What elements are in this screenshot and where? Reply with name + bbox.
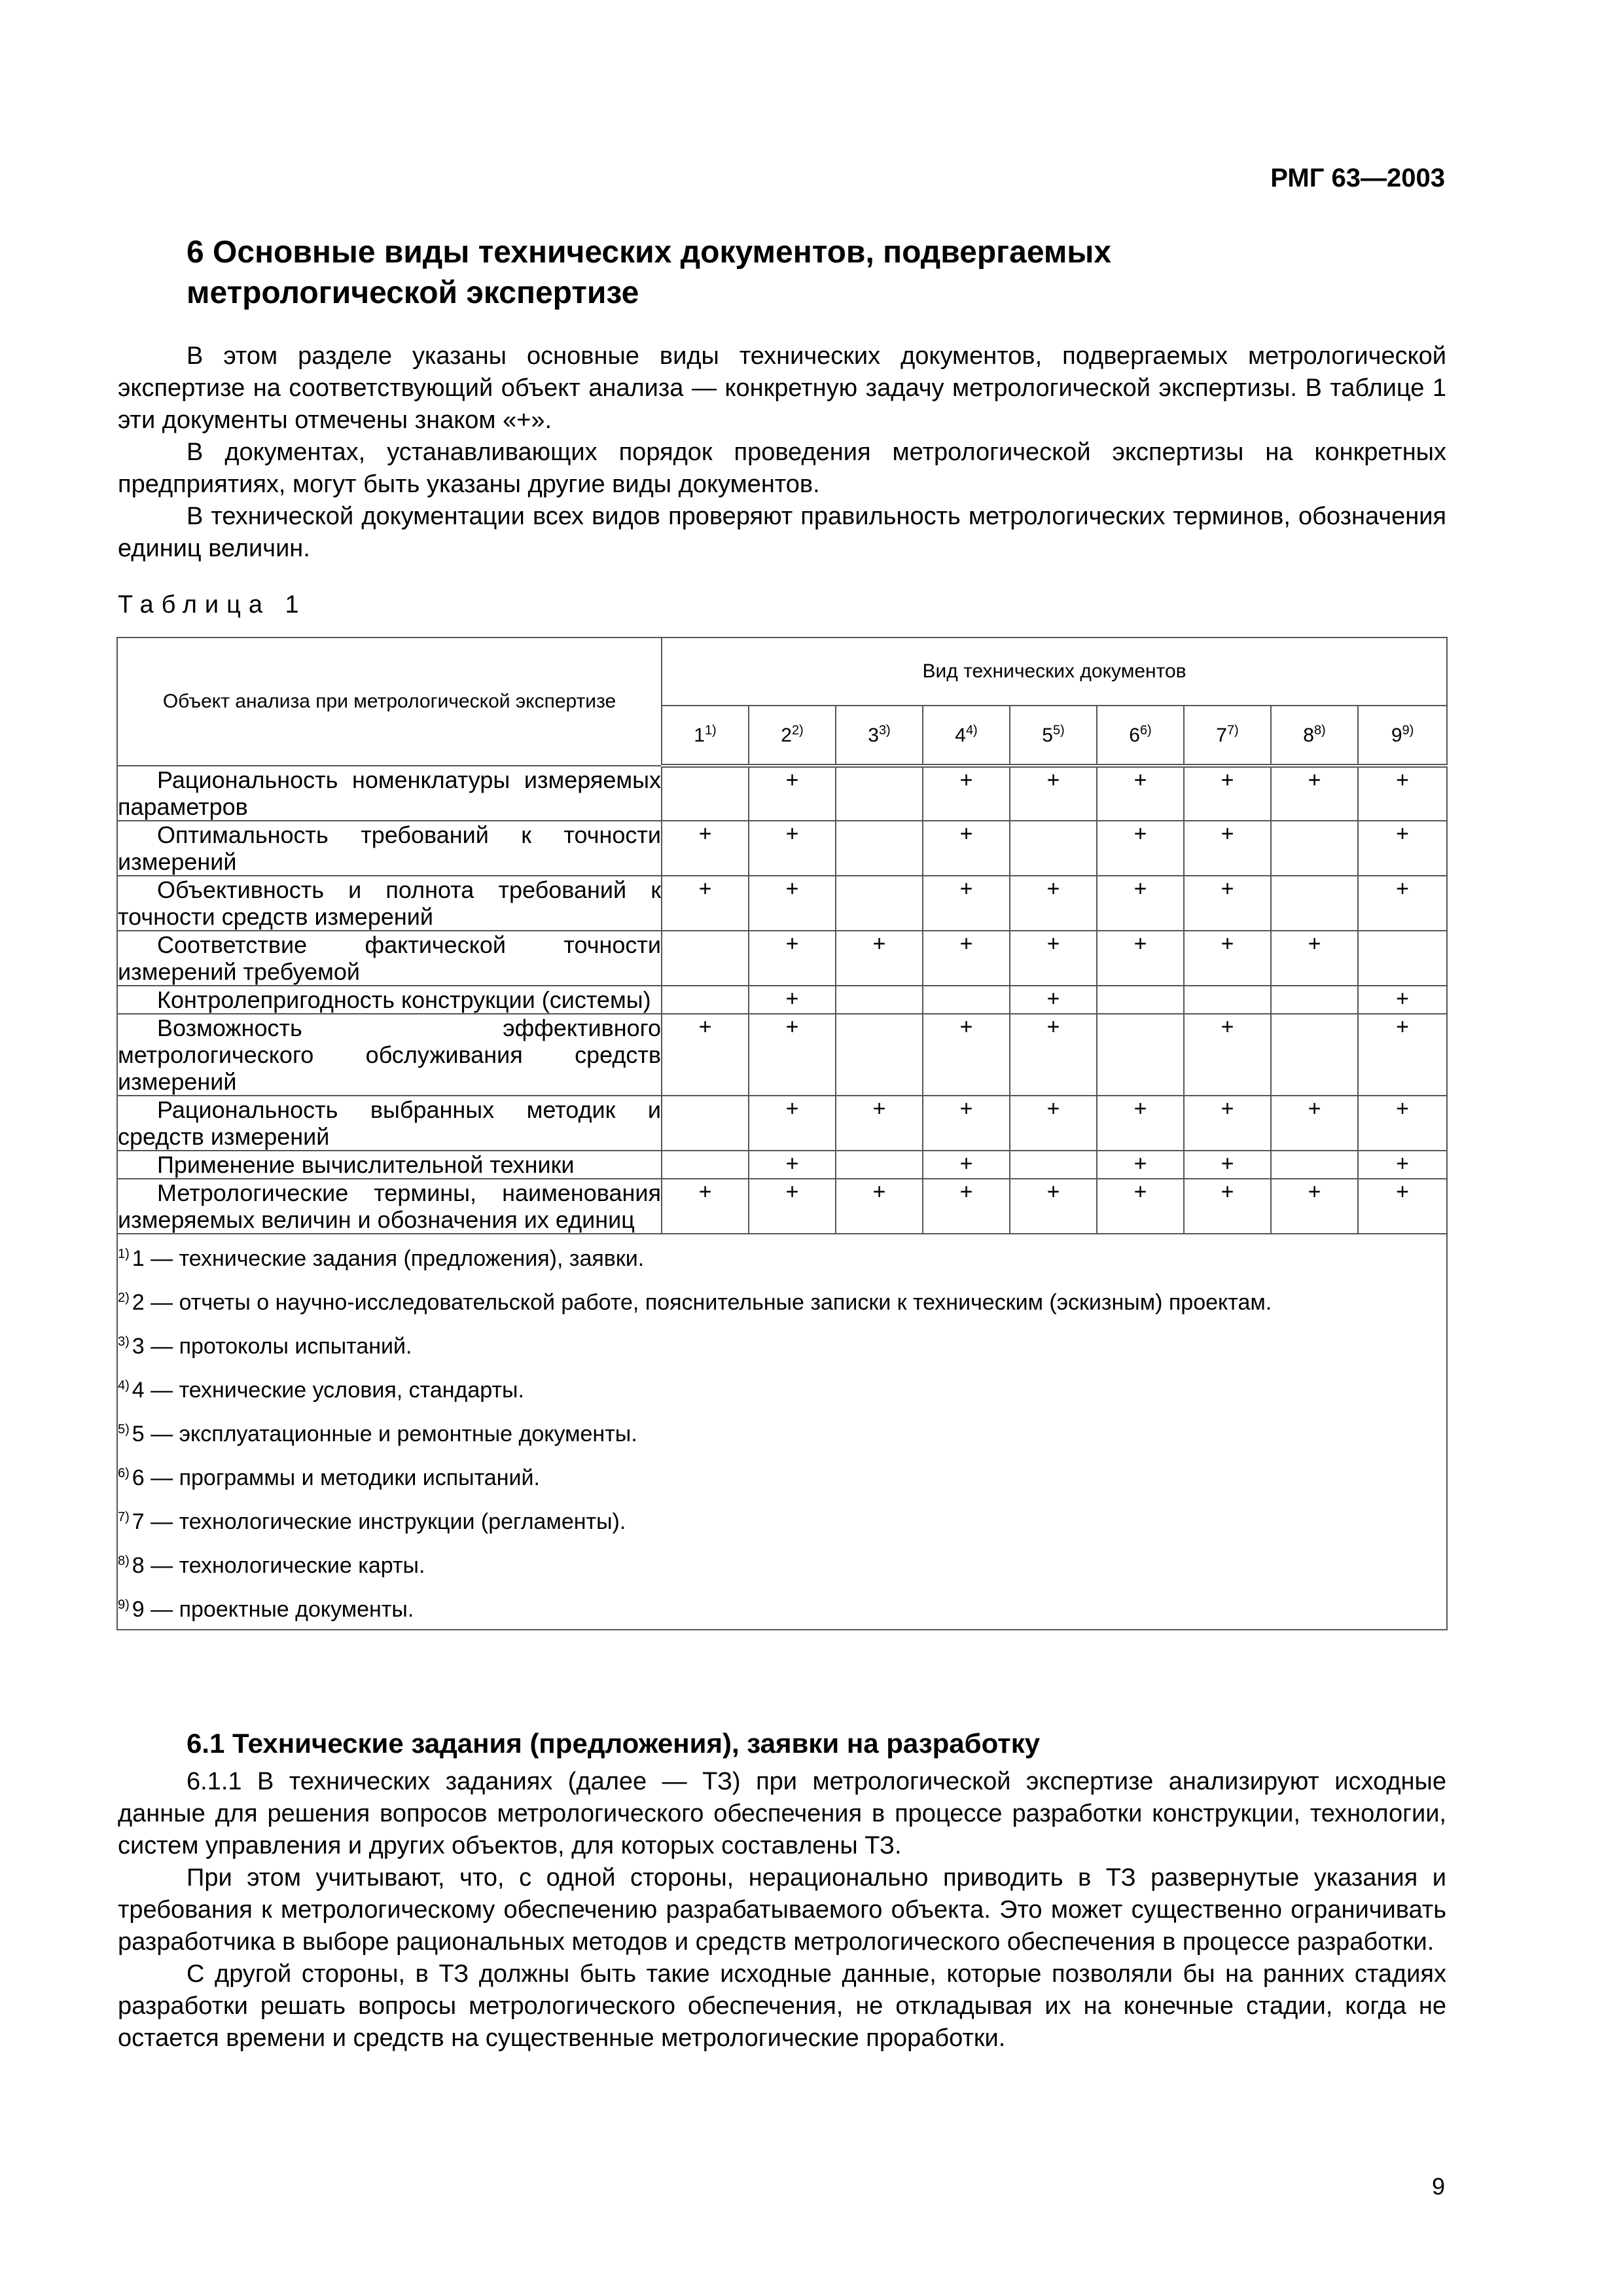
footnote [118,1541,1446,1585]
object-cell [117,1151,662,1179]
footnote-mark: 2) [118,1291,130,1305]
mark-cell: + [923,766,1010,821]
footnote [118,1454,1446,1498]
object-cell [117,766,662,821]
object-cell [117,1014,662,1096]
footnote-text: 4 — технические условия, стандарты. [132,1378,524,1403]
column-header-6 [1097,706,1184,766]
column-header-5 [1010,706,1097,766]
column-footnote-ref: 4) [965,723,978,738]
footnote-text: 2 — отчеты о научно-исследовательской работе, пояснительные записки к техническим (эскизным) проектам. [132,1290,1272,1315]
footnote [118,1366,1446,1410]
footnotes-cell [117,1234,1447,1630]
table-row [117,1179,1447,1234]
column-number: 2 [781,725,792,747]
footnote-text: 6 — программы и методики испытаний. [132,1465,540,1490]
table-row [117,931,1447,986]
mark-cell: + [749,931,836,986]
mark-cell: + [1010,1179,1097,1234]
footnote [118,1234,1446,1278]
table-body [117,766,1447,1630]
mark-cell [1271,986,1358,1014]
footnote [118,1278,1446,1322]
mark-cell: + [1358,1179,1447,1234]
column-footnote-ref: 1) [704,723,717,738]
table-row [117,1014,1447,1096]
mark-cell: + [923,931,1010,986]
mark-cell: + [1097,1179,1184,1234]
mark-cell: + [1358,821,1447,876]
mark-cell [662,766,749,821]
column-number: 4 [955,725,966,747]
column-number: 7 [1216,725,1227,747]
column-footnote-ref: 5) [1052,723,1065,738]
mark-cell [662,931,749,986]
object-text: Применение вычислительной техники [157,1151,575,1178]
mark-cell: + [662,1014,749,1096]
table-caption: Таблица 1 [118,591,307,619]
column-footnote-ref: 8) [1313,723,1326,738]
footnote-text: 1 — технические задания (предложения), заявки. [132,1246,645,1271]
object-cell [117,986,662,1014]
mark-cell [836,876,923,931]
subsection-paragraph-1: 6.1.1 В технических заданиях (далее — ТЗ) при метрологической экспертизе анализируют исходные данные для решения вопросов метрологического обеспечения в процессе разработки конструкции, технологии, систем управления и других объектов, для которых составлены ТЗ. [118,1768,1446,1859]
footnote [118,1410,1446,1454]
mark-cell: + [662,876,749,931]
object-cell [117,931,662,986]
object-text: Объективность и полнота требований к точности средств измерений [118,876,661,930]
mark-cell: + [1010,1014,1097,1096]
column-header-8 [1271,706,1358,766]
footnote-text: 8 — технологические карты. [132,1553,425,1578]
object-text: Рациональность выбранных методик и средств измерений [118,1096,661,1150]
document-types-table [116,637,1448,1630]
column-number: 5 [1042,725,1053,747]
mark-cell: + [836,931,923,986]
footnote-text: 7 — технологические инструкции (регламенты). [132,1509,626,1534]
footnote-mark: 8) [118,1554,130,1568]
page-number: 9 [1431,2173,1445,2200]
intro-paragraph-3: В технической документации всех видов проверяют правильность метрологических терминов, обозначения единиц величин. [118,503,1446,562]
mark-cell: + [1097,766,1184,821]
mark-cell [836,1014,923,1096]
mark-cell: + [1184,876,1271,931]
footnote-mark: 4) [118,1378,130,1393]
mark-cell [662,1151,749,1179]
column-number: 8 [1303,725,1314,747]
object-text: Соответствие фактической точности измерений требуемой [118,931,661,985]
column-footnote-ref: 3) [878,723,891,738]
object-cell [117,1179,662,1234]
table-row [117,876,1447,931]
intro-paragraph-1: В этом разделе указаны основные виды технических документов, подвергаемых метрологической экспертизе на соответствующий объект анализа — конкретную задачу метрологической экспертизы. В таблице 1 эти документы отмечены знаком «+». [118,342,1446,434]
column-footnote-ref: 7) [1226,723,1239,738]
mark-cell: + [749,1096,836,1151]
mark-cell: + [749,1179,836,1234]
mark-cell: + [1010,986,1097,1014]
mark-cell: + [1358,1096,1447,1151]
intro-text [118,340,1446,565]
table-row [117,821,1447,876]
footnote-mark: 3) [118,1335,130,1349]
column-footnote-ref: 2) [791,723,804,738]
subsection-paragraph-2: При этом учитывают, что, с одной стороны, нерационально приводить в ТЗ развернутые указания и требования к метрологическому обеспечению разрабатываемого объекта. Это может существенно ограничивать разработчика в выборе рациональных методов и средств метрологического обеспечения в процессе разработки. [118,1864,1446,1956]
mark-cell: + [1358,1014,1447,1096]
column-footnote-ref: 9) [1402,723,1414,738]
column-number: 1 [694,725,705,747]
mark-cell: + [662,1179,749,1234]
mark-cell: + [749,986,836,1014]
document-code: РМГ 63—2003 [1270,164,1445,192]
table-row [117,766,1447,821]
mark-cell [1097,986,1184,1014]
object-text: Метрологические термины, наименования измеряемых величин и обозначения их единиц [118,1179,661,1233]
footnote-text: 9 — проектные документы. [132,1597,414,1622]
mark-cell: + [1184,1151,1271,1179]
object-cell [117,1096,662,1151]
mark-cell: + [1010,931,1097,986]
table-row [117,986,1447,1014]
footnotes-row [117,1234,1447,1630]
mark-cell: + [1184,1014,1271,1096]
mark-cell: + [1358,766,1447,821]
mark-cell: + [836,1096,923,1151]
footnote-mark: 1) [118,1247,130,1261]
mark-cell [1271,821,1358,876]
mark-cell: + [1271,766,1358,821]
mark-cell: + [749,1014,836,1096]
object-cell [117,876,662,931]
mark-cell: + [1097,821,1184,876]
mark-cell: + [749,821,836,876]
footnote-mark: 7) [118,1510,130,1524]
mark-cell: + [923,1151,1010,1179]
mark-cell: + [1184,821,1271,876]
mark-cell: + [749,766,836,821]
mark-cell: + [1097,931,1184,986]
mark-cell: + [923,876,1010,931]
mark-cell: + [923,821,1010,876]
section-title: 6 Основные виды технических документов, подвергаемых метрологической экспертизе [187,235,1112,310]
mark-cell: + [1358,876,1447,931]
intro-paragraph-2: В документах, устанавливающих порядок проведения метрологической экспертизы на конкретных предприятиях, могут быть указаны другие виды документов. [118,439,1446,498]
subsection-text [118,1766,1446,2054]
footnote [118,1498,1446,1541]
mark-cell: + [1358,1151,1447,1179]
column-number: 6 [1129,725,1140,747]
mark-cell: + [1271,1096,1358,1151]
subsection-title: 6.1 Технические задания (предложения), заявки на разработку [187,1728,1041,1759]
column-number: 3 [868,725,879,747]
mark-cell: + [1184,931,1271,986]
mark-cell: + [1271,1179,1358,1234]
footnote [118,1322,1446,1366]
object-text: Контролепригодность конструкции (системы) [157,986,651,1013]
mark-cell [662,986,749,1014]
footnote-mark: 9) [118,1598,130,1612]
mark-cell [1271,1151,1358,1179]
mark-cell [662,1096,749,1151]
table-row [117,1151,1447,1179]
mark-cell: + [1097,1151,1184,1179]
mark-cell: + [749,876,836,931]
column-header-4 [923,706,1010,766]
object-text: Рациональность номенклатуры измеряемых параметров [118,766,661,820]
mark-cell: + [1097,1096,1184,1151]
column-header-7 [1184,706,1271,766]
object-text: Оптимальность требований к точности измерений [118,821,661,875]
object-cell [117,821,662,876]
mark-cell [836,1151,923,1179]
mark-cell: + [923,1014,1010,1096]
mark-cell [1271,1014,1358,1096]
footnote-text: 5 — эксплуатационные и ремонтные документы. [132,1422,637,1446]
mark-cell [1358,931,1447,986]
mark-cell [1097,1014,1184,1096]
mark-cell: + [923,1179,1010,1234]
column-header-2 [749,706,836,766]
mark-cell: + [1271,931,1358,986]
footnote-mark: 5) [118,1422,130,1437]
mark-cell: + [1184,1179,1271,1234]
footnote [118,1585,1446,1629]
mark-cell [1271,876,1358,931]
mark-cell: + [1184,766,1271,821]
mark-cell [836,766,923,821]
column-footnote-ref: 6) [1139,723,1152,738]
mark-cell: + [1184,1096,1271,1151]
subsection-paragraph-3: С другой стороны, в ТЗ должны быть такие исходные данные, которые позволяли бы на ранних стадиях разработки решать вопросы метрологического обеспечения, не откладывая их на конечные стадии, когда не остается времени и средств на существенные метрологические проработки. [118,1960,1446,2052]
document-types-header: Вид технических документов [662,637,1447,706]
mark-cell: + [1358,986,1447,1014]
mark-cell: + [749,1151,836,1179]
mark-cell [923,986,1010,1014]
footnote-text: 3 — протоколы испытаний. [132,1334,412,1359]
mark-cell [1184,986,1271,1014]
column-header-9 [1358,706,1447,766]
column-number: 9 [1391,725,1402,747]
mark-cell [836,821,923,876]
mark-cell [1010,1151,1097,1179]
object-text: Возможность эффективного метрологического обслуживания средств измерений [118,1014,661,1095]
mark-cell [1010,821,1097,876]
mark-cell: + [836,1179,923,1234]
mark-cell: + [1010,1096,1097,1151]
column-header-3 [836,706,923,766]
mark-cell: + [923,1096,1010,1151]
mark-cell: + [1010,876,1097,931]
mark-cell: + [1010,766,1097,821]
mark-cell: + [1097,876,1184,931]
table-row [117,1096,1447,1151]
mark-cell [836,986,923,1014]
footnote-mark: 6) [118,1466,130,1480]
object-column-header: Объект анализа при метрологической экспертизе [117,637,662,766]
column-header-1 [662,706,749,766]
mark-cell: + [662,821,749,876]
